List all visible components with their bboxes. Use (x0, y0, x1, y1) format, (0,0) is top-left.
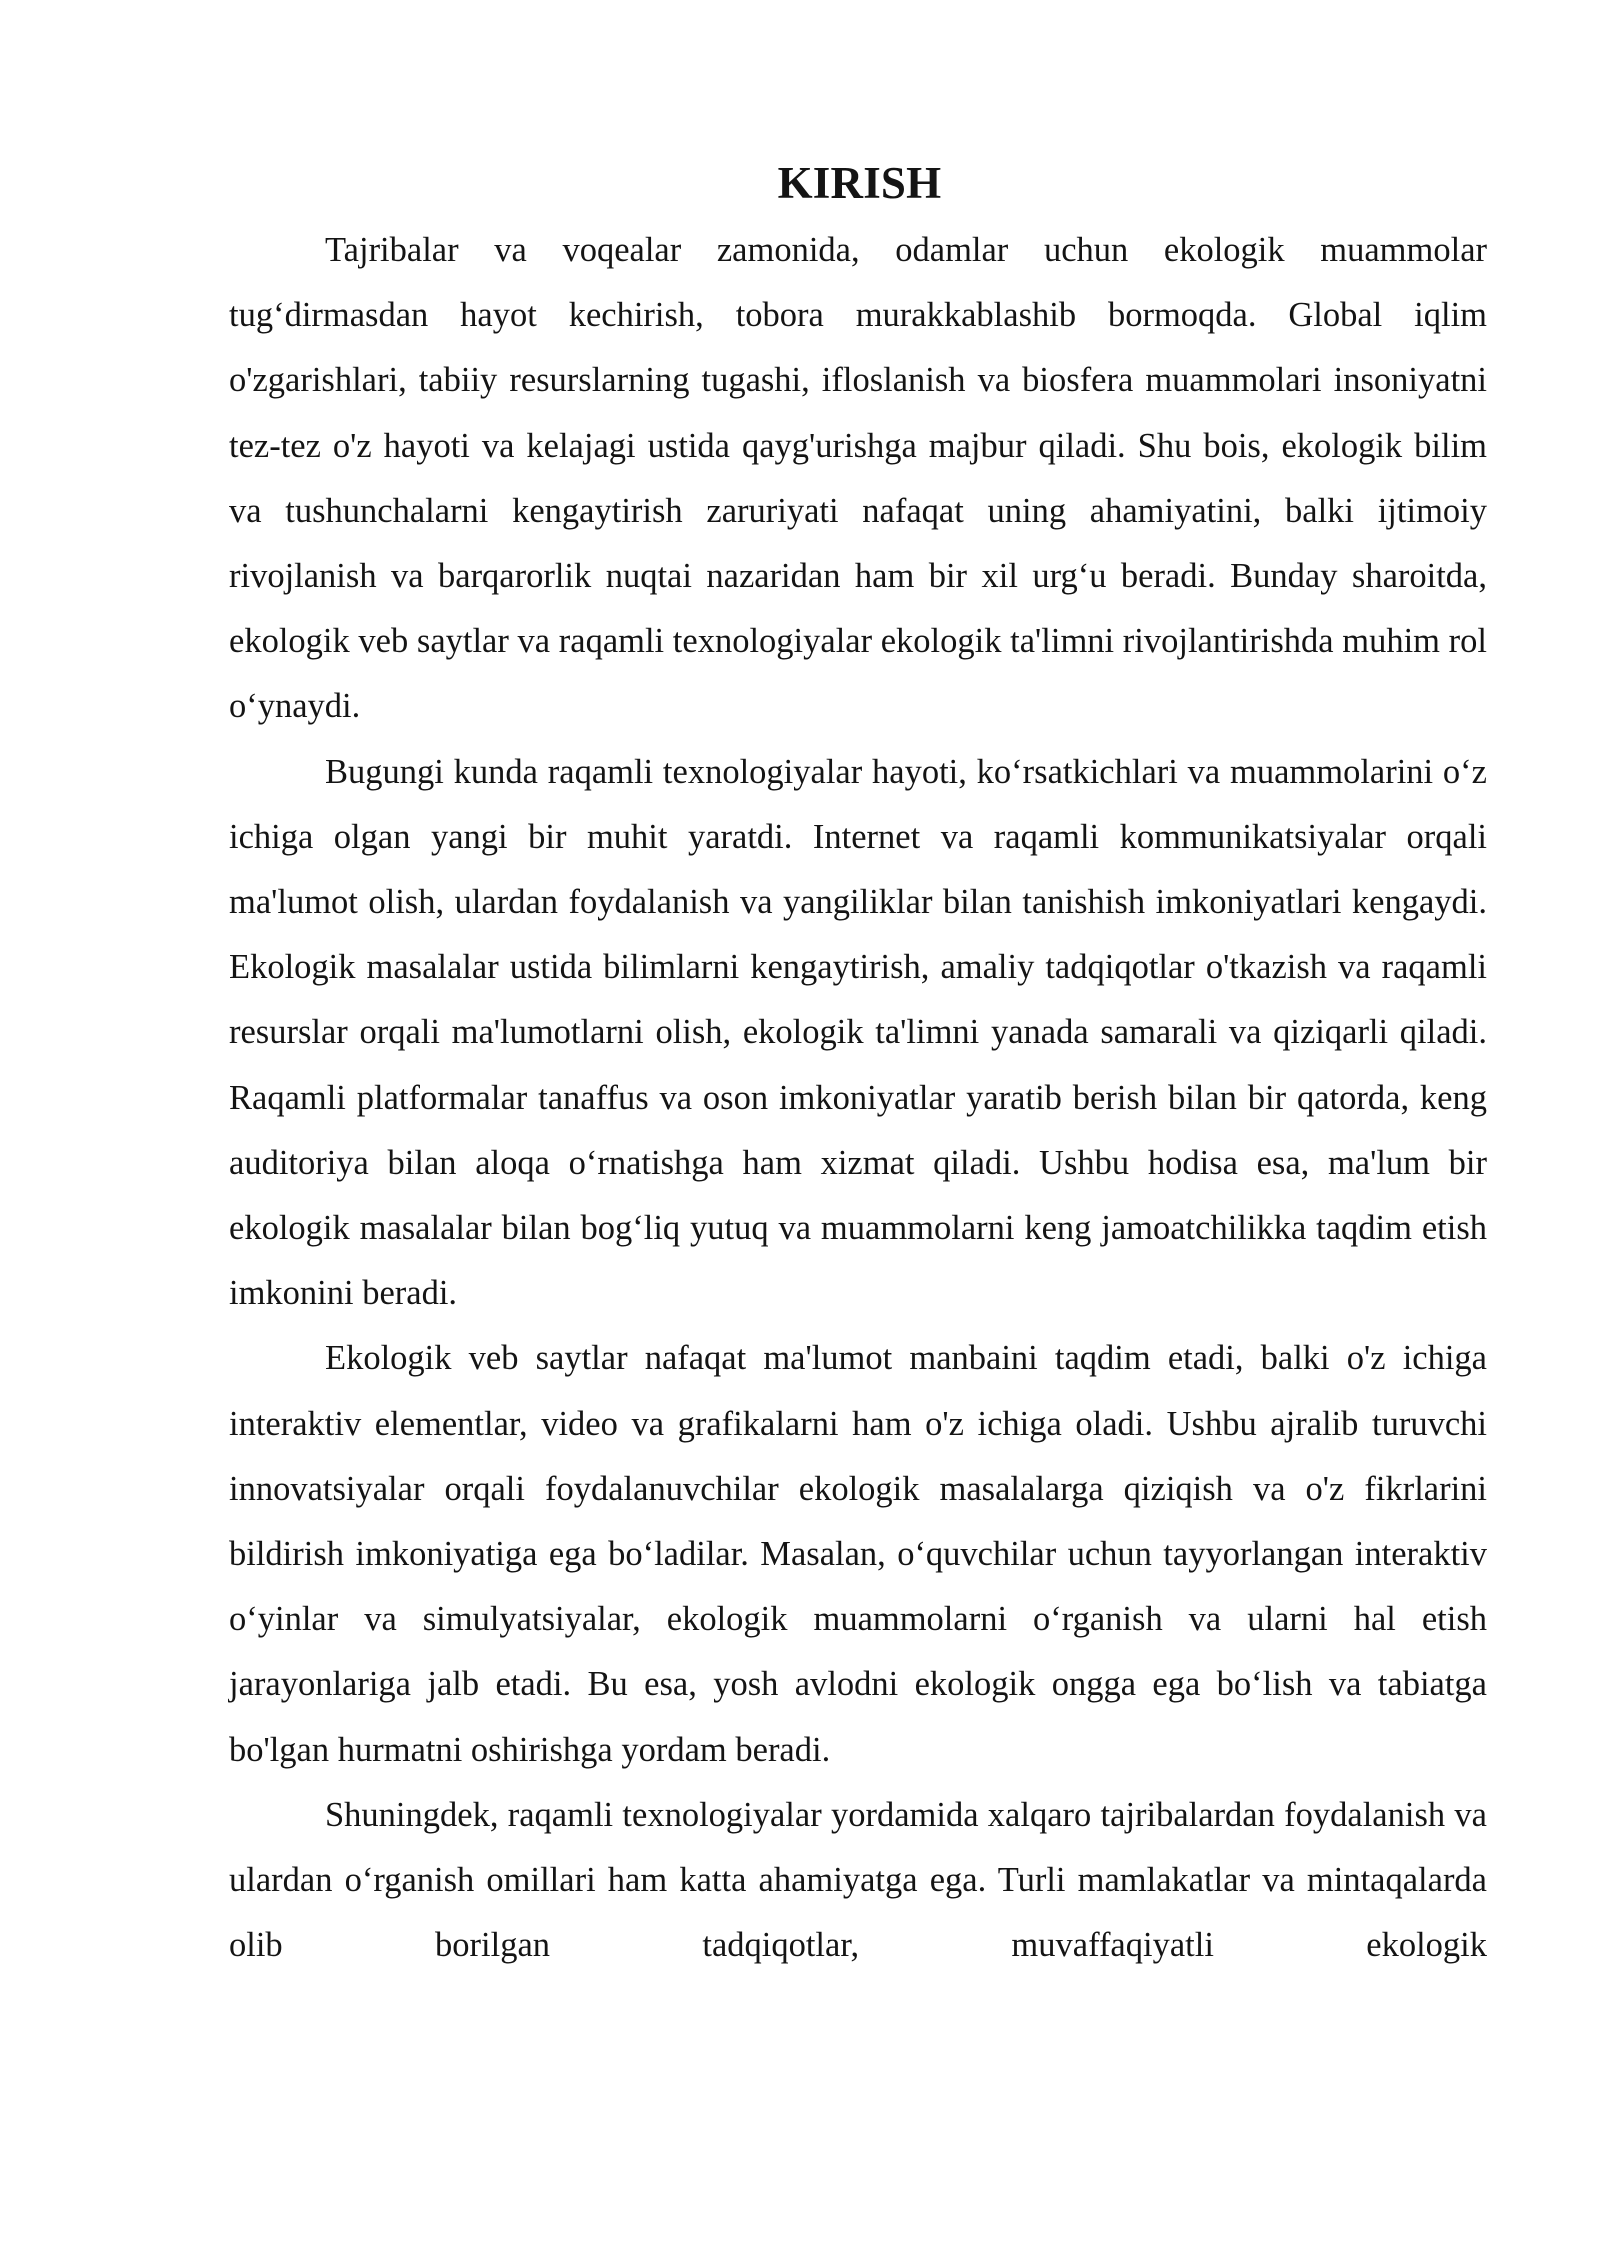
page-title: KIRISH (777, 158, 942, 208)
paragraph-3: Ekologik veb saytlar nafaqat ma'lumot manbaini taqdim etadi, balki o'z ichiga interaktiv elementlar, video va grafikalarni ham o'z ichiga oladi. Ushbu ajralib turuvchi innovatsiyalar orqali foydalanuvchilar ekologik masalalarga qiziqish va o'z fikrlarini bildirish imkoniyatiga ega bo‘ladilar. Masalan, o‘quvchilar uchun tayyorlangan interaktiv o‘yinlar va simulyatsiyalar, ekologik muammolarni o‘rganish va ularni hal etish jarayonlariga jalb etadi. Bu esa, yosh avlodni ekologik ongga ega bo‘lish va tabiatga bo'lgan hurmatni oshirishga yordam beradi. (229, 1339, 1487, 1769)
paragraph-1: Tajribalar va voqealar zamonida, odamlar uchun ekologik muammolar tug‘dirmasdan hayot kechirish, tobora murakkablashib bormoqda. Global iqlim o'zgarishlari, tabiiy resurslarning tugashi, ifloslanish va biosfera muammolari insoniyatni tez-tez o'z hayoti va kelajagi ustida qayg'urishga majbur qiladi. Shu bois, ekologik bilim va tushunchalarni kengaytirish zaruriyati nafaqat uning ahamiyatini, balki ijtimoiy rivojlanish va barqarorlik nuqtai nazaridan ham bir xil urg‘u beradi. Bunday sharoitda, ekologik veb saytlar va raqamli texnologiyalar ekologik ta'limni rivojlantirishda muhim rol o‘ynaydi. (229, 231, 1487, 726)
paragraph-2: Bugungi kunda raqamli texnologiyalar hayoti, ko‘rsatkichlari va muammolarini o‘z ichiga olgan yangi bir muhit yaratdi. Internet va raqamli kommunikatsiyalar orqali ma'lumot olish, ulardan foydalanish va yangiliklar bilan tanishish imkoniyatlari kengaydi. Ekologik masalalar ustida bilimlarni kengaytirish, amaliy tadqiqotlar o'tkazish va raqamli resurslar orqali ma'lumotlarni olish, ekologik ta'limni yanada samarali va qiziqarli qiladi. Raqamli platformalar tanaffus va oson imkoniyatlar yaratib berish bilan bir qatorda, keng auditoriya bilan aloqa o‘rnatishga ham xizmat qiladi. Ushbu hodisa esa, ma'lum bir ekologik masalalar bilan bog‘liq yutuq va muammolarni keng jamoatchilikka taqdim etish imkonini beradi. (229, 752, 1487, 1313)
paragraph-4: Shuningdek, raqamli texnologiyalar yordamida xalqaro tajribalardan foydalanish va ulardan o‘rganish omillari ham katta ahamiyatga ega. Turli mamlakatlar va mintaqalarda olib borilgan tadqiqotlar, muvaffaqiyatli ekologik (229, 1795, 1487, 1965)
document-body (229, 148, 1487, 1978)
